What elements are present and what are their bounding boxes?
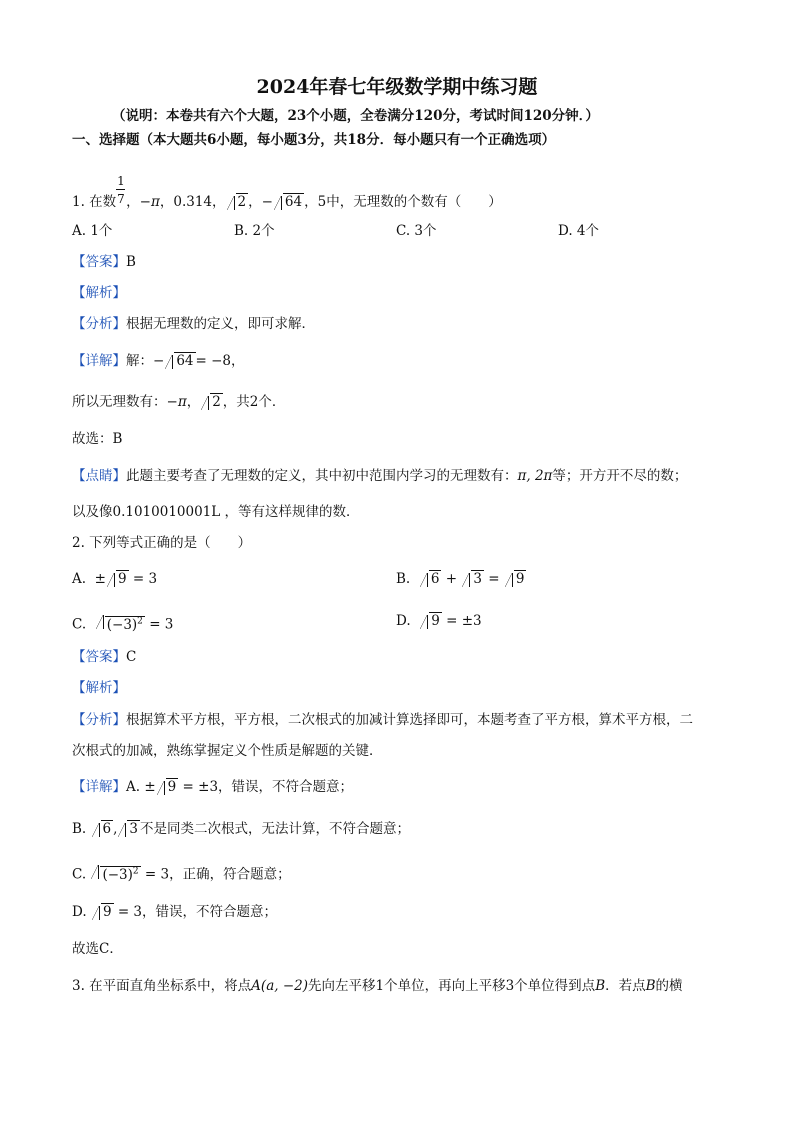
option-c: C. 3个	[396, 223, 437, 239]
analysis-tag: 【解析】	[72, 285, 126, 301]
answer-line: 【答案】B	[72, 254, 136, 270]
radical: $(-3)^2$	[96, 612, 145, 634]
q2-analysis-tag: 【解析】	[72, 680, 126, 696]
radical: 3	[118, 820, 140, 838]
fraction: $\frac{1}{7}$	[117, 174, 125, 206]
radical: 64	[274, 193, 304, 211]
q2-option-d: D. 9 = ±3	[396, 613, 482, 629]
fenxi-line: 【分析】根据无理数的定义，即可求解．	[72, 316, 315, 332]
radical: 3	[462, 570, 484, 588]
radical: 2	[227, 193, 249, 211]
detail-line-2: 所以无理数有：−π， 2 ，共2个．	[72, 394, 286, 410]
question-2-stem: 2. 下列等式正确的是（ ）	[72, 535, 252, 551]
q2-option-a: A. ± 9 = 3	[72, 571, 158, 587]
q2-fenxi-line-2: 次根式的加减，熟练掌握定义个性质是解题的关键．	[72, 743, 383, 759]
radical: 2	[201, 393, 223, 411]
q2-fenxi-line: 【分析】根据算术平方根，平方根，二次根式的加减计算选择即可，本题考查了平方根，算术平方根，二	[72, 712, 693, 728]
option-b: B. 2个	[234, 223, 275, 239]
exam-note: （说明：本卷共有六个大题，23个小题，全卷满分120分，考试时间120分钟．）	[112, 108, 599, 124]
radical: 9	[157, 778, 179, 796]
choice-line: 故选：B	[72, 431, 123, 447]
q2-detail-c: C. $(-3)^2 = 3$，正确，符合题意；	[72, 862, 291, 884]
radical: 9	[505, 570, 527, 588]
q2-choice-line: 故选C．	[72, 941, 123, 957]
comment-line-2: 以及像0.1010010001L ，等有这样规律的数．	[72, 504, 360, 520]
radical: 9	[107, 570, 129, 588]
radical: 9	[420, 612, 442, 630]
question-1-stem: 1. 在数 $\frac{1}{7}$ ，−π，0.314， 2 ，− 64 ，5中，无理数的个数有（ ）	[72, 174, 502, 210]
comment-line: 【点睛】此题主要考查了无理数的定义，其中初中范围内学习的无理数有：π, 2π等；开方开不尽的数；	[72, 468, 688, 484]
option-a: A. 1个	[72, 223, 113, 239]
q2-detail-b: B. 6 , 3 不是同类二次根式，无法计算，不符合题意；	[72, 821, 410, 837]
answer-tag: 【答案】	[72, 254, 126, 270]
q2-detail-a: 【详解】A. ± 9 = ±3，错误，不符合题意；	[72, 779, 354, 795]
q2-detail-d: D. 9 = 3，错误，不符合题意；	[72, 904, 278, 920]
section-heading: 一、选择题（本大题共6小题，每小题3分，共18分．每小题只有一个正确选项）	[72, 132, 556, 148]
option-d: D. 4个	[558, 223, 600, 239]
q2-answer-line: 【答案】C	[72, 649, 137, 665]
detail-line: 【详解】解：− 64 = −8，	[72, 353, 245, 369]
radical: 6	[420, 570, 442, 588]
q2-option-b: B. 6 + 3 = 9	[396, 571, 525, 587]
radical: $(-3)^2$	[91, 862, 140, 884]
question-3-stem: 3. 在平面直角坐标系中，将点A(a, −2)先向左平移1个单位，再向上平移3个单位得到点B．若点B的横	[72, 978, 683, 994]
page-title: 2024年春七年级数学期中练习题	[256, 76, 538, 98]
radical: 64	[165, 352, 195, 370]
q2-option-c: C. $(-3)^2 = 3$	[72, 612, 173, 634]
radical: 6	[92, 820, 114, 838]
radical: 9	[92, 903, 114, 921]
